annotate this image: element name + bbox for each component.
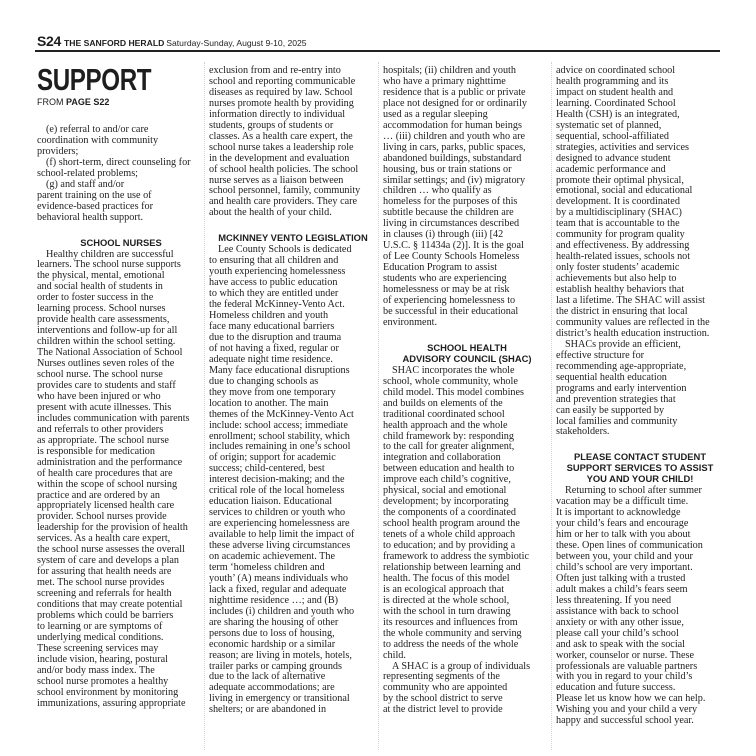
text-line: A SHAC is a group of individuals xyxy=(392,660,531,672)
text-line: of origin; support for academic xyxy=(209,452,336,464)
text-line: includes communication with parents xyxy=(37,412,190,424)
text-line: on academic achievement. The xyxy=(209,550,335,562)
text-line: … (iii) children and youth who are xyxy=(383,130,526,142)
text-line: at the district level to provide xyxy=(383,704,503,716)
text-line: programs and early intervention xyxy=(556,382,687,394)
text-line: exclusion from and re-entry into xyxy=(209,65,341,76)
text-line: problems which could be barriers xyxy=(37,609,174,621)
text-line: learning. Coordinated School xyxy=(556,97,676,109)
text-line: and ask to speak with the social xyxy=(556,638,686,650)
text-line: with you in regard to your child’s xyxy=(556,671,693,683)
text-line: between you, your child and your xyxy=(556,550,693,562)
text-line: It is important to acknowledge xyxy=(556,507,681,519)
article-column-4 xyxy=(556,66,724,727)
page-header xyxy=(37,33,307,51)
text-line: for assuring that health needs are xyxy=(37,566,172,578)
text-line: about the health of your child. xyxy=(209,207,332,219)
text-line: vacation may be a difficult time. xyxy=(556,496,689,508)
text-line: students, groups of students or xyxy=(209,119,334,131)
text-line: underlying medical conditions. xyxy=(37,631,164,643)
text-line: include vision, hearing, postural xyxy=(37,653,168,665)
text-line: in the development and evaluation xyxy=(209,152,350,164)
text-line: in clauses (i) through (iii) [42 xyxy=(383,229,504,241)
text-line: includes (i) children and youth who xyxy=(209,605,355,617)
heading-line: YOU AND YOUR CHILD! xyxy=(586,473,694,485)
text-line: and builds on elements of the xyxy=(383,397,503,409)
text-line: community who are appointed xyxy=(383,682,508,694)
text-line: are experiencing homelessness are xyxy=(209,518,350,530)
text-line: living in emergency or transitional xyxy=(209,693,350,705)
text-line: school nurse promotes a healthy xyxy=(37,675,169,687)
text-line: they move from one temporary xyxy=(209,386,336,398)
heading-line: ADVISORY COUNCIL (SHAC) xyxy=(402,352,532,364)
text-line: achievements but also help to xyxy=(556,273,677,285)
jump-line xyxy=(37,97,109,107)
text-line: health programming and its xyxy=(556,75,669,87)
text-line: living in cars, parks, public spaces, xyxy=(383,141,526,153)
section-heading xyxy=(37,238,205,249)
text-line: development; by incorporating xyxy=(383,496,509,508)
text-line: relationship between learning and xyxy=(383,561,521,573)
text-line: abandoned buildings, substandard xyxy=(383,152,522,164)
text-line: child model. This model combines xyxy=(383,386,525,398)
text-line: providers; xyxy=(37,145,79,157)
text-line: (f) short-term, direct counseling for xyxy=(46,156,191,168)
text-line: nurse serves as a liaison between xyxy=(209,174,344,186)
text-line: school nurse. The school nurse xyxy=(37,369,163,381)
text-line: term ‘homeless children and xyxy=(209,561,325,573)
text-line: assistance with back to school xyxy=(556,605,679,617)
text-line: traditional coordinated school xyxy=(383,408,505,420)
text-line: improve each child’s cognitive, xyxy=(383,474,511,486)
paragraph xyxy=(209,245,377,716)
paragraph xyxy=(556,486,724,727)
text-line: to ensuring that all children and xyxy=(209,255,339,267)
text-line: Please let us know how we can help. xyxy=(556,693,706,705)
text-line: nighttime residence …; and (B) xyxy=(209,594,339,606)
text-line: conditions that may create potential xyxy=(37,599,183,611)
text-line: establish healthy behaviors that xyxy=(556,284,685,296)
text-line: by a multidisciplinary (SHAC) xyxy=(556,207,682,219)
text-line: appropriately licensed health care xyxy=(37,500,175,512)
text-line: Healthy children are successful xyxy=(46,248,174,260)
text-line: adequate accommodations; are xyxy=(209,682,335,694)
text-line: impact on student health and xyxy=(556,86,674,98)
text-line: is an ecological approach that xyxy=(383,583,505,595)
text-line: stakeholders. xyxy=(556,426,610,438)
text-line: these adverse living circumstances xyxy=(209,540,351,552)
header-rule xyxy=(35,50,720,52)
paragraph xyxy=(37,158,205,180)
text-line: living in circumstances described xyxy=(383,218,520,230)
text-line: Many face educational disruptions xyxy=(209,364,350,376)
text-line: shelters; or are abandoned in xyxy=(209,704,327,716)
text-line: less threatening. If you need xyxy=(556,594,672,606)
text-line: (e) referral to and/or care xyxy=(46,124,149,135)
text-line: professionals are valuable partners xyxy=(556,660,698,672)
text-line: are sharing the housing of other xyxy=(209,616,339,628)
text-line: homelessness or may be at risk xyxy=(383,284,510,296)
text-line: emotional, social and educational xyxy=(556,185,693,197)
text-line: community values are reflected in the xyxy=(556,316,710,328)
text-line: location to another. The main xyxy=(209,397,329,409)
text-line: Lee County Schools is dedicated xyxy=(218,244,352,256)
text-line: interventions and follow-up for all xyxy=(37,325,178,337)
text-line: your child’s fears and encourage xyxy=(556,518,689,530)
paragraph xyxy=(37,250,205,710)
text-line: includes remaining in one’s school xyxy=(209,441,351,453)
text-line: sequential health education xyxy=(556,371,667,383)
text-line: of school health policies. The school xyxy=(209,163,359,175)
text-line: academic performance and xyxy=(556,163,666,175)
text-line: the school nurse assesses the overall xyxy=(37,544,185,556)
text-line: classes. As a health care expert, the xyxy=(209,130,353,142)
article-column-3 xyxy=(383,66,551,716)
page-number: S24 xyxy=(37,33,62,49)
text-line: Nurses outlines seven roles of the xyxy=(37,358,175,370)
text-line: its resources and influences from xyxy=(383,616,518,628)
section-heading xyxy=(209,233,377,244)
text-line: and referrals to other providers xyxy=(37,423,164,435)
text-line: of Lee County Schools Homeless xyxy=(383,251,520,263)
text-line: please call your child’s school xyxy=(556,627,679,639)
section-heading xyxy=(383,343,551,365)
text-line: school personnel, family, community xyxy=(209,185,361,197)
text-line: school environment by monitoring xyxy=(37,686,179,698)
heading-line: SCHOOL HEALTH xyxy=(427,341,507,353)
text-line: designed to advance student xyxy=(556,152,671,164)
text-line: of health care procedures that are xyxy=(37,467,173,479)
text-line: local families and community xyxy=(556,415,678,427)
text-line: economic hardship or a similar xyxy=(209,638,336,650)
article-column-2 xyxy=(209,66,377,716)
text-line: success; child-centered, best xyxy=(209,463,325,475)
text-line: behavioral health support. xyxy=(37,211,144,223)
text-line: adult makes a child’s fears seem xyxy=(556,583,688,595)
text-line: happy and successful school year. xyxy=(556,715,694,727)
text-line: and prevention strategies that xyxy=(556,393,676,405)
text-line: Often just talking with a trusted xyxy=(556,572,686,584)
article-column-1 xyxy=(37,125,205,710)
text-line: education liaison. Educational xyxy=(209,496,333,508)
text-line: tenets of a whole child approach xyxy=(383,529,516,541)
paragraph xyxy=(37,180,205,224)
text-line: worker, counselor or nurse. These xyxy=(556,649,695,661)
text-line: health. The focus of this model xyxy=(383,572,510,584)
text-line: interest decision-making; and the xyxy=(209,474,345,486)
text-line: and/or body mass index. The xyxy=(37,664,155,676)
text-line: district’s health education instruction. xyxy=(556,327,710,339)
text-line: school-related problems; xyxy=(37,167,138,179)
text-line: strategies, activities and services xyxy=(556,141,689,153)
paragraph xyxy=(383,662,551,717)
text-line: practice and are ordered by an xyxy=(37,489,161,501)
text-line: available to help limit the impact of xyxy=(209,529,355,541)
text-line: and effectiveness. By addressing xyxy=(556,240,690,252)
text-line: services. As a health care expert, xyxy=(37,533,171,545)
heading-line: SUPPORT SERVICES TO ASSIST xyxy=(566,462,714,474)
column-divider xyxy=(378,62,379,750)
text-line: Education Program to assist xyxy=(383,262,498,274)
text-line: effective structure for xyxy=(556,349,645,361)
text-line: children within the school setting. xyxy=(37,336,176,348)
text-line: Homeless children and youth xyxy=(209,310,329,322)
paragraph xyxy=(37,125,205,158)
paragraph xyxy=(383,66,551,329)
text-line: place not designed for or ordinarily xyxy=(383,97,527,109)
text-line: diseases as required by law. School xyxy=(209,86,353,98)
text-line: team that is accountable to the xyxy=(556,218,680,230)
text-line: screening and referrals for health xyxy=(37,588,172,600)
text-line: critical role of the local homeless xyxy=(209,485,345,497)
text-line: youth experiencing homelessness xyxy=(209,266,346,278)
text-line: evidence-based practices for xyxy=(37,200,153,212)
text-line: trailer parks or camping grounds xyxy=(209,660,342,672)
text-line: nurses promote health by providing xyxy=(209,97,354,109)
text-line: by the school district to serve xyxy=(383,693,503,705)
text-line: the physical, mental, emotional xyxy=(37,270,165,282)
text-line: The National Association of School xyxy=(37,347,183,359)
text-line: who have been injured or who xyxy=(37,390,161,402)
text-line: due to the disruption and trauma xyxy=(209,331,342,343)
text-line: him or her to talk with you about xyxy=(556,529,691,541)
text-line: learners. The school nurse supports xyxy=(37,259,181,271)
text-line: learning process. School nurses xyxy=(37,303,166,315)
text-line: U.S.C. § 11434a (2)]. It is the goal xyxy=(383,240,524,252)
text-line: integration and collaboration xyxy=(383,452,501,464)
text-line: include: school access; immediate xyxy=(209,419,348,431)
text-line: parent training on the use of xyxy=(37,189,152,201)
text-line: to education; and by providing a xyxy=(383,540,516,552)
text-line: children … who qualify as xyxy=(383,185,492,197)
text-line: face many educational barriers xyxy=(209,320,335,332)
text-line: only foster students’ academic xyxy=(556,262,680,274)
text-line: SHACs provide an efficient, xyxy=(565,338,681,350)
text-line: school and reporting communicable xyxy=(209,75,356,87)
text-line: to address the needs of the whole xyxy=(383,638,519,650)
text-line: due to changing schools as xyxy=(209,375,319,387)
text-line: homeless for the purposes of this xyxy=(383,196,518,208)
text-line: school health program around the xyxy=(383,518,520,530)
text-line: These screening services may xyxy=(37,642,159,654)
text-line: Wishing you and your child a very xyxy=(556,704,698,716)
text-line: to which they are entitled under xyxy=(209,288,339,300)
text-line: provides care to students and staff xyxy=(37,379,176,391)
text-line: persons due to loss of housing, xyxy=(209,627,335,639)
text-line: health-related issues, schools not xyxy=(556,251,691,263)
heading-line: SCHOOL NURSES xyxy=(80,236,162,248)
text-line: Returning to school after summer xyxy=(565,485,702,497)
text-line: (g) and staff and/or xyxy=(46,178,125,190)
text-line: to learning or are symptoms of xyxy=(37,620,163,632)
text-line: leadership for the provision of health xyxy=(37,522,188,534)
jump-page: PAGE S22 xyxy=(66,97,110,107)
text-line: accommodation for human beings xyxy=(383,119,522,131)
text-line: child. xyxy=(383,649,406,661)
text-line: recommending age-appropriate, xyxy=(556,360,687,372)
column-divider xyxy=(551,62,552,750)
text-line: school nurse takes a leadership role xyxy=(209,141,354,153)
heading-line: PLEASE CONTACT STUDENT xyxy=(573,451,707,463)
text-line: community for program quality xyxy=(556,229,685,241)
heading-line: MCKINNEY VENTO LEGISLATION xyxy=(218,232,368,244)
text-line: coordination with community xyxy=(37,134,159,146)
text-line: physical, social and emotional xyxy=(383,485,507,497)
text-line: used as a regular sleeping xyxy=(383,108,488,120)
paragraph xyxy=(556,66,724,340)
text-line: advice on coordinated school xyxy=(556,65,676,76)
text-line: school, whole community, whole xyxy=(383,375,518,387)
text-line: sequential, school-affiliated xyxy=(556,130,669,142)
text-line: due to the lack of alternative xyxy=(209,671,326,683)
text-line: have access to public education xyxy=(209,277,338,289)
text-line: of experiencing homelessness to xyxy=(383,295,516,307)
text-line: subtitle because the children are xyxy=(383,207,514,219)
text-line: child framework by: responding xyxy=(383,430,514,442)
text-line: framework to address the symbiotic xyxy=(383,550,529,562)
text-line: is responsible for medication xyxy=(37,445,155,457)
text-line: enrollment; school stability, which xyxy=(209,430,350,442)
text-line: themes of the McKinney-Vento Act xyxy=(209,408,354,420)
text-line: these. Open lines of communication xyxy=(556,540,703,552)
text-line: the federal McKinney-Vento Act. xyxy=(209,299,345,311)
text-line: be successful in their educational xyxy=(383,305,519,317)
text-line: order to foster success in the xyxy=(37,292,154,304)
text-line: students who are experiencing xyxy=(383,273,507,285)
text-line: anxiety or with any other issue, xyxy=(556,616,684,628)
paragraph xyxy=(383,366,551,662)
paragraph xyxy=(209,66,377,219)
text-line: child’s school are very important. xyxy=(556,561,693,573)
paragraph xyxy=(556,340,724,439)
text-line: youth’ (A) means individuals who xyxy=(209,572,349,584)
text-line: information directly to individual xyxy=(209,108,346,120)
text-line: the whole community and serving xyxy=(383,627,522,639)
text-line: the district in ensuring that local xyxy=(556,305,688,317)
text-line: reason; are living in motels, hotels, xyxy=(209,649,352,661)
text-line: education and future success. xyxy=(556,682,676,694)
text-line: and health care providers. They care xyxy=(209,196,358,208)
text-line: development. It is coordinated xyxy=(556,196,680,208)
text-line: present with acute illnesses. This xyxy=(37,401,172,413)
text-line: provide health care assessments, xyxy=(37,314,170,326)
text-line: last a lifetime. The SHAC will assist xyxy=(556,295,705,307)
text-line: with the school in turn drawing xyxy=(383,605,511,617)
text-line: representing segments of the xyxy=(383,671,500,683)
section-heading xyxy=(556,452,724,485)
text-line: system of care and develops a plan xyxy=(37,555,180,567)
text-line: is directed at the whole school, xyxy=(383,594,510,606)
text-line: housing, bus or train stations or xyxy=(383,163,512,175)
text-line: promote their optimal physical, xyxy=(556,174,684,186)
text-line: to the call for greater alignment, xyxy=(383,441,515,453)
text-line: Health (CSH) is an integrated, xyxy=(556,108,680,120)
text-line: and social health of students in xyxy=(37,281,163,293)
text-line: met. The school nurse provides xyxy=(37,577,165,589)
text-line: can easily be supported by xyxy=(556,404,665,416)
text-line: provider. School nurses provide xyxy=(37,511,167,523)
text-line: similar settings; and (iv) migratory xyxy=(383,174,526,186)
text-line: systematic set of planned, xyxy=(556,119,662,131)
text-line: administration and the performance xyxy=(37,456,183,468)
text-line: environment. xyxy=(383,316,438,328)
issue-date: Saturday-Sunday, August 9-10, 2025 xyxy=(166,38,307,48)
text-line: SHAC incorporates the whole xyxy=(392,364,515,376)
newspaper-name: THE SANFORD HERALD xyxy=(64,38,165,48)
text-line: hospitals; (ii) children and youth xyxy=(383,65,516,76)
text-line: adequate night time residence. xyxy=(209,353,333,365)
text-line: lack a fixed, regular and adequate xyxy=(209,583,347,595)
text-line: of not having a fixed, regular or xyxy=(209,342,339,354)
text-line: services to children or youth who xyxy=(209,507,346,519)
jump-prefix: FROM xyxy=(37,97,64,107)
text-line: between education and health to xyxy=(383,463,515,475)
text-line: who have a primary nighttime xyxy=(383,75,506,87)
text-line: immunizations, assuring appropriate xyxy=(37,697,186,709)
text-line: within the scope of school nursing xyxy=(37,478,178,490)
article-title: SUPPORT xyxy=(37,62,152,97)
text-line: as appropriate. The school nurse xyxy=(37,434,169,446)
text-line: the components of a coordinated xyxy=(383,507,516,519)
text-line: health approach and the whole xyxy=(383,419,508,431)
text-line: residence that is a public or private xyxy=(383,86,526,98)
